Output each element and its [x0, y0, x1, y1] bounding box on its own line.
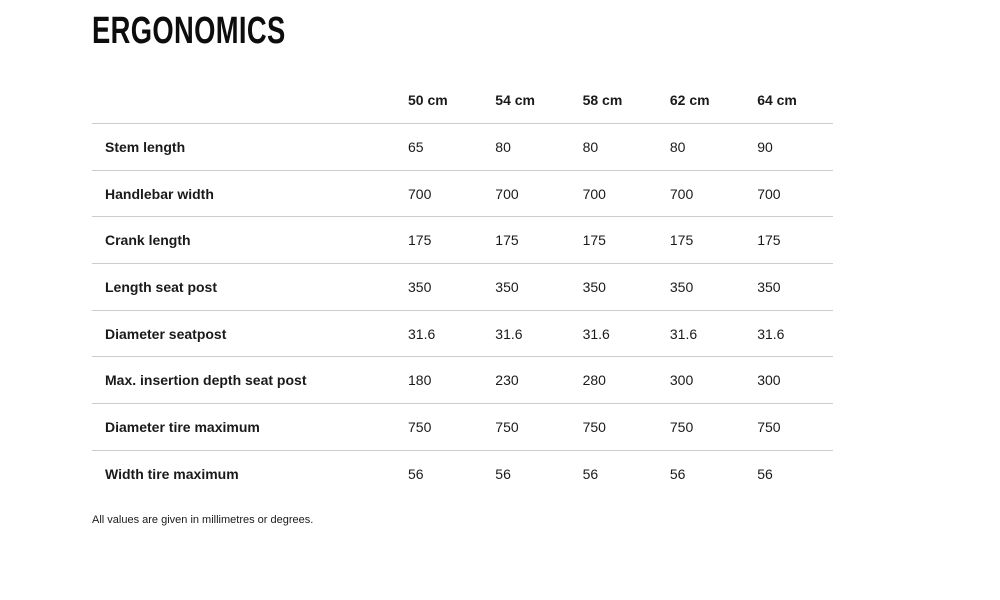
- table-row: [92, 171, 833, 218]
- cell-value: 350: [495, 278, 519, 295]
- table-row: [92, 357, 833, 404]
- cell-value: 175: [495, 232, 519, 249]
- table-header-row: [92, 77, 833, 124]
- cell-value: 750: [582, 418, 606, 435]
- cell-value: 350: [669, 278, 694, 295]
- cell-value: 750: [408, 418, 432, 435]
- cell-value: 56: [757, 466, 773, 483]
- cell-value: 31.6: [757, 325, 785, 342]
- column-header: 64 cm: [757, 92, 797, 108]
- cell-value: 175: [408, 232, 432, 249]
- row-label: Handlebar width: [105, 185, 214, 202]
- cell-value: 80: [669, 138, 686, 155]
- cell-value: 700: [582, 185, 606, 202]
- ergonomics-table: [92, 77, 833, 498]
- column-header: 62 cm: [669, 92, 710, 108]
- cell-value: 56: [408, 466, 424, 483]
- row-label: Width tire maximum: [105, 466, 239, 483]
- cell-value: 31.6: [408, 325, 436, 342]
- cell-value: 700: [757, 185, 781, 202]
- cell-value: 750: [669, 418, 694, 435]
- ergonomics-section: [92, 0, 833, 526]
- cell-value: 300: [757, 372, 781, 389]
- cell-value: 350: [757, 278, 781, 295]
- cell-value: 700: [408, 185, 432, 202]
- cell-value: 90: [757, 138, 773, 155]
- table-row: [92, 217, 833, 264]
- table-row: [92, 451, 833, 498]
- cell-value: 31.6: [495, 325, 523, 342]
- cell-value: 31.6: [669, 325, 698, 342]
- cell-value: 280: [582, 372, 606, 389]
- page-title: ERGONOMICS: [92, 10, 286, 52]
- cell-value: 700: [495, 185, 519, 202]
- column-header: 50 cm: [408, 92, 448, 108]
- column-header: 54 cm: [495, 92, 535, 108]
- row-label: Diameter tire maximum: [105, 418, 260, 435]
- cell-value: 80: [495, 138, 511, 155]
- row-label: Diameter seatpost: [105, 325, 227, 342]
- cell-value: 56: [582, 466, 599, 483]
- cell-value: 750: [495, 418, 519, 435]
- cell-value: 750: [757, 418, 781, 435]
- row-label: Stem length: [105, 138, 186, 155]
- cell-value: 175: [582, 232, 606, 249]
- cell-value: 175: [757, 232, 781, 249]
- cell-value: 175: [669, 232, 694, 249]
- table-row: [92, 264, 833, 311]
- cell-value: 65: [408, 138, 424, 155]
- row-label: Crank length: [105, 232, 191, 249]
- row-label: Max. insertion depth seat post: [105, 372, 307, 389]
- table-row: [92, 311, 833, 358]
- column-header: 58 cm: [582, 92, 623, 108]
- row-label: Length seat post: [105, 278, 218, 295]
- cell-value: 56: [669, 466, 686, 483]
- cell-value: 350: [582, 278, 606, 295]
- footnote: All values are given in millimetres or degrees.: [92, 513, 314, 526]
- cell-value: 56: [495, 466, 511, 483]
- cell-value: 31.6: [582, 325, 610, 342]
- table-row: [92, 404, 833, 451]
- cell-value: 350: [408, 278, 432, 295]
- cell-value: 230: [495, 372, 519, 389]
- cell-value: 700: [669, 185, 694, 202]
- cell-value: 300: [669, 372, 694, 389]
- cell-value: 180: [408, 372, 432, 389]
- cell-value: 80: [582, 138, 599, 155]
- table-row: [92, 124, 833, 171]
